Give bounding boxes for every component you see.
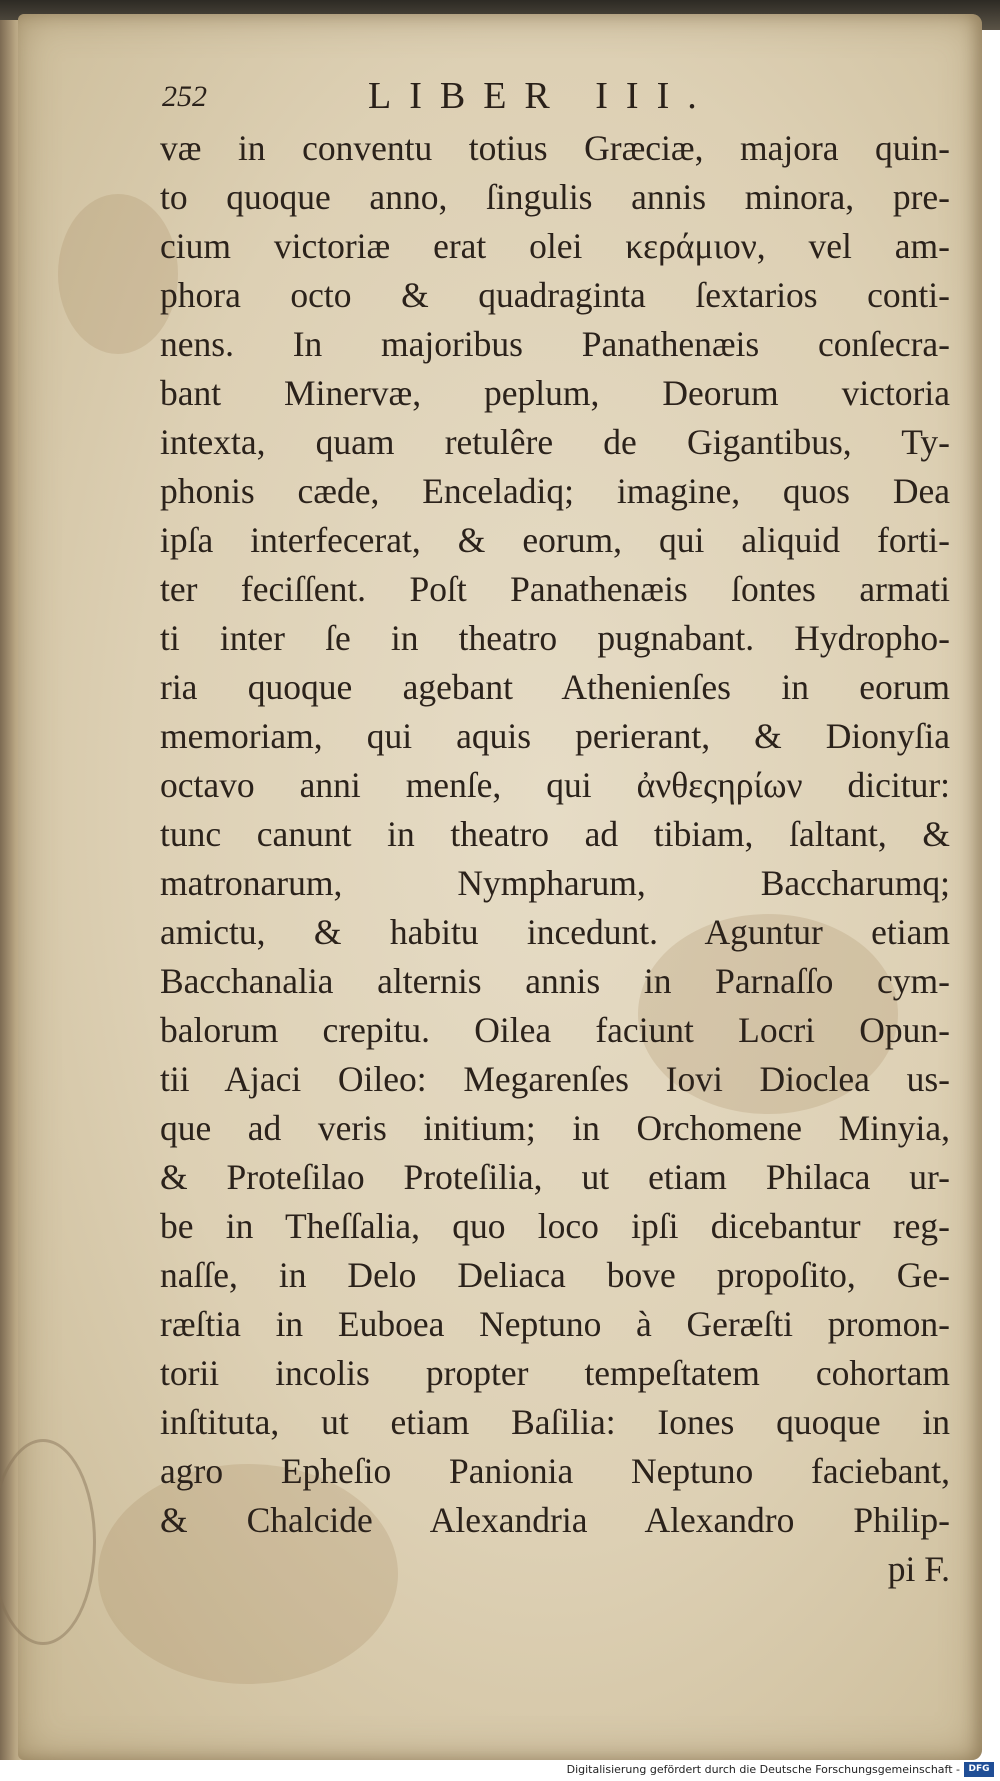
text-line: væ in conventu totius Græciæ, majora quin- <box>160 128 950 168</box>
text-line: inſtituta, ut etiam Baſilia: Iones quoque in <box>160 1402 950 1442</box>
text-line: & Proteſilao Proteſilia, ut etiam Philaca ur- <box>160 1157 950 1197</box>
text-line: intexta, quam retulêre de Gigantibus, Ty- <box>160 422 950 462</box>
running-head <box>138 74 838 124</box>
ring-stain <box>0 1439 96 1645</box>
text-line: phora octo & quadraginta ſextarios conti- <box>160 275 950 315</box>
page-number: 252 <box>162 80 207 113</box>
text-line: ria quoque agebant Athenienſes in eorum <box>160 667 950 707</box>
text-line: phonis cæde, Enceladiq; imagine, quos Dea <box>160 471 950 511</box>
text-line: tunc canunt in theatro ad tibiam, ſaltant, & <box>160 814 950 854</box>
text-line: naſſe, in Delo Deliaca bove propoſito, Ge- <box>160 1255 950 1295</box>
text-line: bant Minervæ, peplum, Deorum victoria <box>160 373 950 413</box>
text-line: memoriam, qui aquis perierant, & Dionyſia <box>160 716 950 756</box>
text-line: ræſtia in Euboea Neptuno à Geræſti promon- <box>160 1304 950 1344</box>
text-line: & Chalcide Alexandria Alexandro Philip- <box>160 1500 950 1540</box>
text-line: matronarum, Nympharum, Baccharumq; <box>160 863 950 903</box>
text-line: Bacchanalia alternis annis in Parnaſſo cym- <box>160 961 950 1001</box>
running-title: LIBER III. <box>368 75 715 117</box>
footer-bar <box>0 1760 1000 1781</box>
text-line: que ad veris initium; in Orchomene Minyia, <box>160 1108 950 1148</box>
text-line: nens. In majoribus Panathenæis conſecra- <box>160 324 950 364</box>
text-line: cium victoriæ erat olei κεράμιον, vel am- <box>160 226 950 266</box>
digitization-credit: Digitalisierung gefördert durch die Deutsche Forschungsgemeinschaft - <box>566 1763 960 1776</box>
text-line: tii Ajaci Oileo: Megarenſes Iovi Dioclea us- <box>160 1059 950 1099</box>
text-line: agro Epheſio Panionia Neptuno faciebant, <box>160 1451 950 1491</box>
text-line: torii incolis propter tempeſtatem cohortam <box>160 1353 950 1393</box>
text-line: amictu, & habitu incedunt. Aguntur etiam <box>160 912 950 952</box>
text-line: ipſa interfecerat, & eorum, qui aliquid forti- <box>160 520 950 560</box>
text-line: balorum crepitu. Oilea faciunt Locri Opun- <box>160 1010 950 1050</box>
dfg-logo: DFG <box>964 1762 994 1777</box>
text-line: octavo anni menſe, qui ἀνθεςηρίων dicitur: <box>160 765 950 805</box>
text-line: ter feciſſent. Poſt Panathenæis ſontes armati <box>160 569 950 609</box>
book-page <box>18 14 982 1760</box>
text-line-final: pi F. <box>887 1549 950 1589</box>
text-line: to quoque anno, ſingulis annis minora, pre- <box>160 177 950 217</box>
body-text <box>160 124 950 1594</box>
text-line: ti inter ſe in theatro pugnabant. Hydropho- <box>160 618 950 658</box>
text-line: be in Theſſalia, quo loco ipſi dicebantur reg- <box>160 1206 950 1246</box>
